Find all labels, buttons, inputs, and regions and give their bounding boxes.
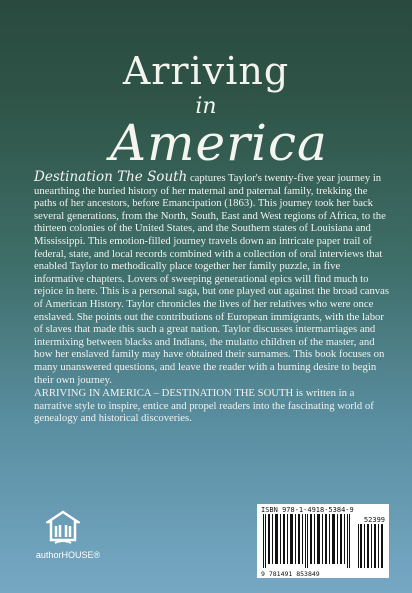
publisher-name: authorHOUSE®: [35, 550, 101, 560]
isbn-text: ISBN 978-1-4918-5384-9: [261, 506, 354, 514]
title-arriving: Arriving: [122, 49, 290, 93]
title-in: in: [195, 94, 217, 119]
ean-barcode-bars: [261, 514, 353, 568]
publisher-logo: [28, 510, 101, 580]
barcode: [257, 504, 389, 578]
house-book-icon: [46, 510, 80, 546]
title-america: America: [110, 114, 328, 172]
blurb-text: [34, 171, 390, 425]
ean-number: 9 781491 853849: [261, 570, 320, 578]
blurb-paragraph-1: [34, 171, 390, 386]
blurb-lead-title: Destination The South: [34, 169, 188, 185]
price-code: 52399: [363, 516, 385, 524]
blurb-paragraph-1-text: captures Taylor's twenty-five year journey in unearthing the buried history of her maternal and paternal family, trekking the paths of her ancestors, before Emancipation (1863). This journey took her back several generations, from the North, South, East and West regions of Africa, to the thirteen colonies of the United States, and the Southern states of Louisiana and Mississippi. This emotion-filled journey travels down an intricate paper trail of federal, state, and local records combined with a collection of oral interviews that enabled Taylor to methodically place together her family puzzle, in five informative chapters. Lovers of sweeping generational epics will find much to rejoice in here. This is a personal saga, but one played out against the broad canvas of American History. Taylor chronicles the lives of her relatives who were once enslaved. She points out the contributions of European immigrants, with the labor of slaves that made this such a great nation. Taylor discusses intermarriages and intermixing between blacks and Indians, the mulatto children of the master, and how her enslaved family may have obtained their surnames. This book focuses on many unanswered questions, and leave the reader with a burning desire to begin their own journey.: [34, 172, 390, 386]
price-barcode-bars: [357, 524, 385, 568]
blurb-paragraph-2: ARRIVING IN AMERICA – DESTINATION THE SOUTH is written in a narrative style to inspire, entice and propel readers into the fascinating world of genealogy and historical discoveries.: [34, 387, 374, 425]
